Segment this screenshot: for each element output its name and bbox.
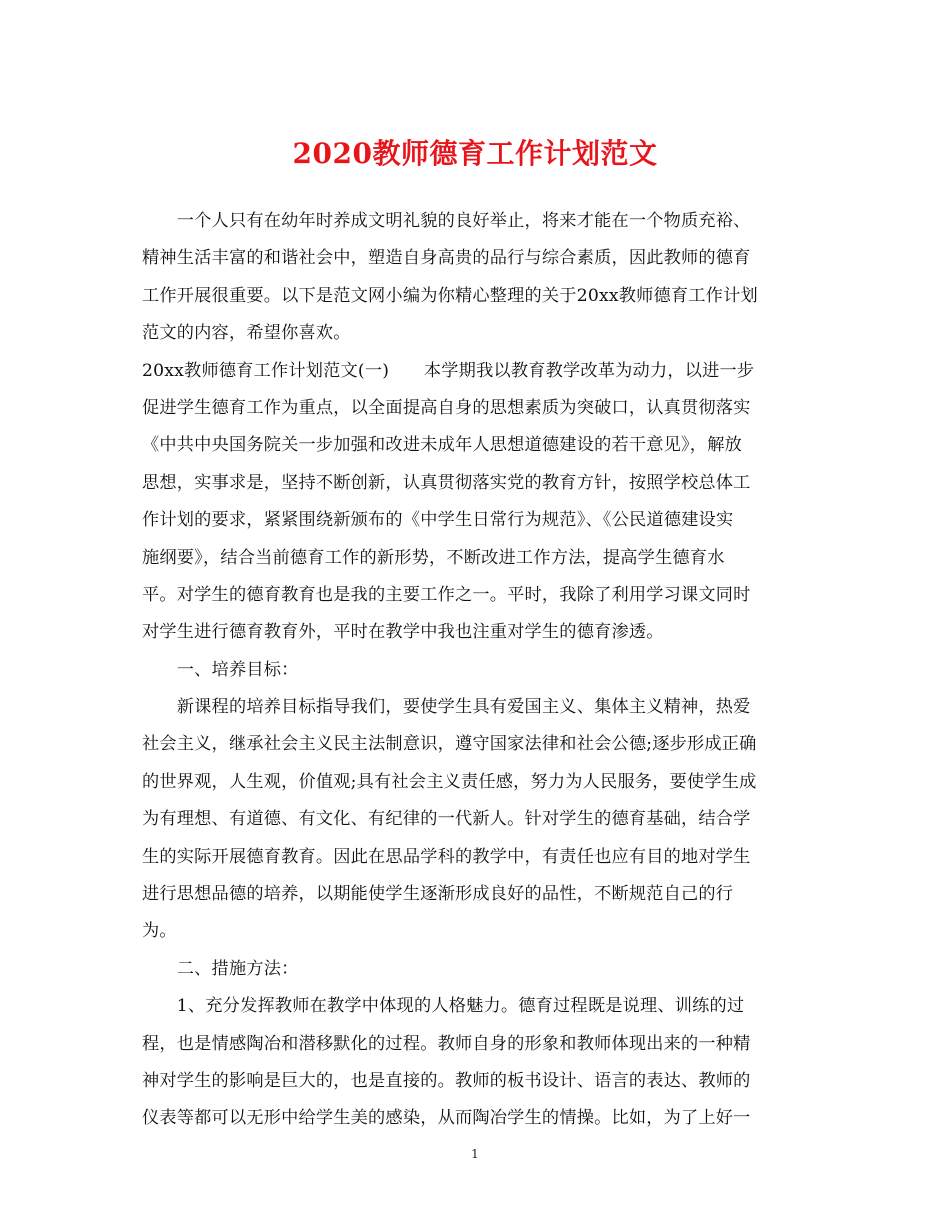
body-line: 对学生进行德育教育外，平时在教学中我也注重对学生的德育渗透。 [142, 622, 664, 643]
body-line: 进行思想品德的培养，以期能使学生逐渐形成良好的品性，不断规范自己的行 [142, 884, 734, 905]
body-line: 新课程的培养目标指导我们，要使学生具有爱国主义、集体主义精神，热爱 [142, 697, 751, 718]
body-line: 生的实际开展德育教育。因此在思品学科的教学中，有责任也应有目的地对学生 [142, 846, 751, 867]
body-line: 仪表等都可以无形中给学生美的感染，从而陶冶学生的情操。比如，为了上好一 [142, 1108, 751, 1129]
body-line: 的世界观，人生观，价值观;具有社会主义责任感，努力为人民服务，要使学生成 [142, 771, 757, 792]
body-line: 神对学生的影响是巨大的，也是直接的。教师的板书设计、语言的表达、教师的 [142, 1070, 751, 1091]
body-line: 工作开展很重要。以下是范文网小编为你精心整理的关于20xx教师德育工作计划 [142, 285, 758, 306]
body-line: 促进学生德育工作为重点，以全面提高自身的思想素质为突破口，认真贯彻落实 [142, 397, 751, 418]
page-number: 1 [471, 1147, 479, 1161]
body-line: 思想，实事求是，坚持不断创新，认真贯彻落实党的教育方针，按照学校总体工 [142, 472, 751, 493]
body-line: 程，也是情感陶冶和潜移默化的过程。教师自身的形象和教师体现出来的一种精 [142, 1033, 751, 1054]
document-body [142, 203, 814, 1138]
section-heading: 二、措施方法： [142, 958, 299, 979]
body-line: 20xx教师德育工作计划范文(一) 本学期我以教育教学改革为动力，以进一步 [142, 360, 755, 381]
body-line: 范文的内容，希望你喜欢。 [142, 323, 351, 344]
body-line: 平。对学生的德育教育也是我的主要工作之一。平时，我除了利用学习课文同时 [142, 584, 751, 605]
body-line: 精神生活丰富的和谐社会中，塑造自身高贵的品行与综合素质，因此教师的德育 [142, 248, 751, 269]
body-line: 一个人只有在幼年时养成文明礼貌的良好举止，将来才能在一个物质充裕、 [142, 211, 751, 231]
body-line: 为。 [142, 921, 177, 942]
body-line: 1、充分发挥教师在教学中体现的人格魅力。德育过程既是说理、训练的过 [142, 996, 745, 1017]
document-title: 2020教师德育工作计划范文 [292, 137, 658, 170]
body-line: 作计划的要求，紧紧围绕新颁布的《中学生日常行为规范》、《公民道德建设实 [142, 510, 734, 531]
body-line: 《中共中央国务院关一步加强和改进未成年人思想道德建设的若干意见》，解放 [142, 435, 742, 456]
body-line: 为有理想、有道德、有文化、有纪律的一代新人。针对学生的德育基础，结合学 [142, 809, 751, 830]
body-line: 施纲要》，结合当前德育工作的新形势，不断改进工作方法，提高学生德育水 [142, 547, 725, 568]
body-line: 社会主义，继承社会主义民主法制意识，遵守国家法律和社会公德;逐步形成正确 [142, 734, 757, 755]
section-heading: 一、培养目标： [142, 659, 299, 680]
